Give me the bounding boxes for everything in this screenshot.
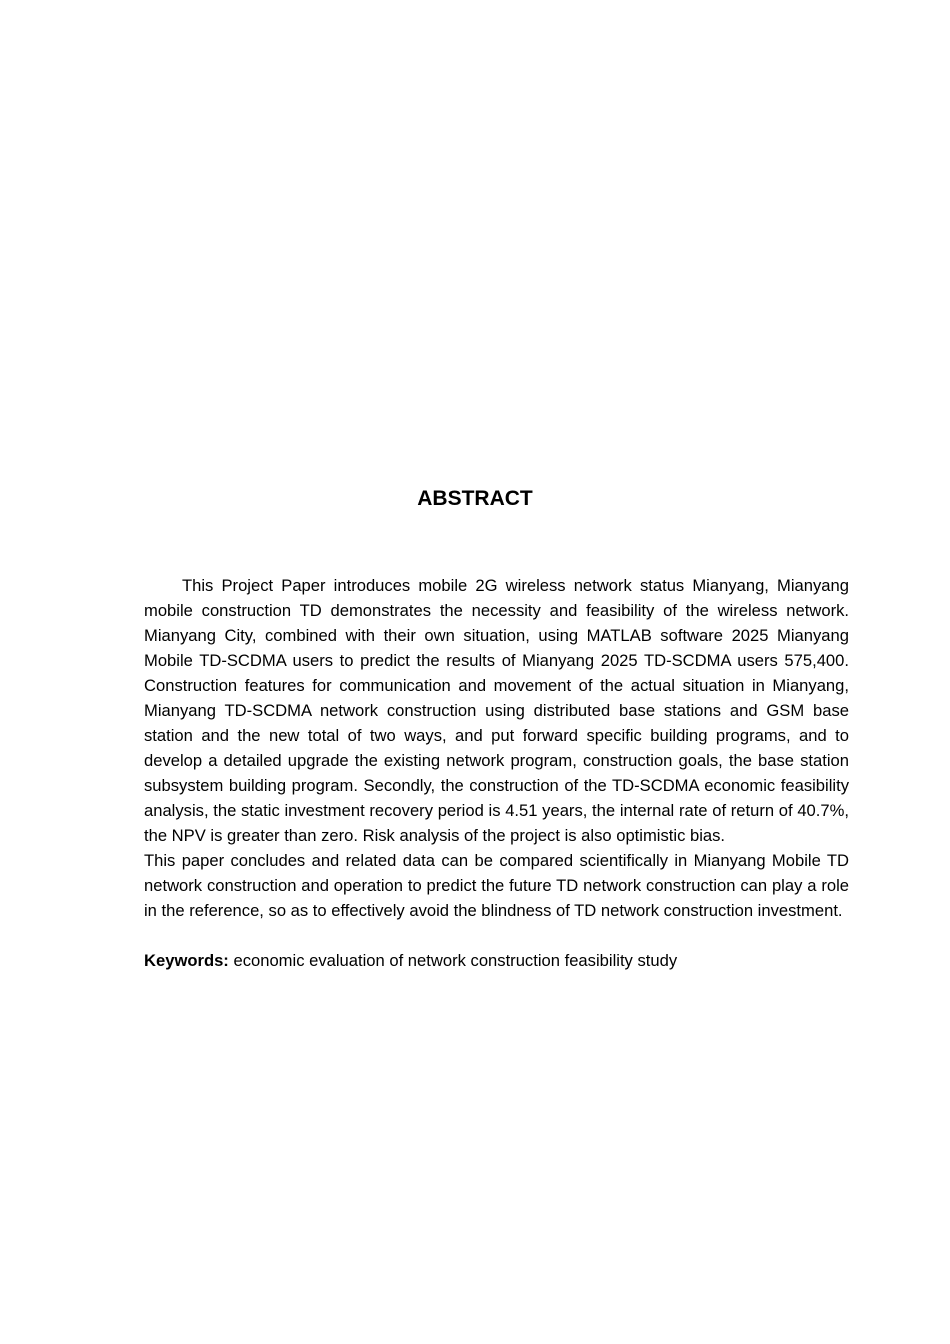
abstract-paragraph-2: This paper concludes and related data can be compared scientifically in Mianyang Mobile TD network construction and operation to predict the future TD network construction can play a role in the reference, so as to effectively avoid the blindness of TD network construction investment. [144,851,849,920]
keywords-label: Keywords: [144,951,229,970]
keywords-line [144,948,849,973]
abstract-body [144,573,849,973]
keywords-text: economic evaluation of network construction feasibility study [233,951,678,970]
abstract-title: ABSTRACT [417,487,533,510]
abstract-paragraph-1: This Project Paper introduces mobile 2G wireless network status Mianyang, Mianyang mobile construction TD demonstrates the necessity and feasibility of the wireless network. Mianyang City, combined with their own situation, using MATLAB software 2025 Mianyang Mobile TD-SCDMA users to predict the results of Mianyang 2025 TD-SCDMA users 575,400. Construction features for communication and movement of the actual situation in Mianyang, Mianyang TD-SCDMA network construction using distributed base stations and GSM base station and the new total of two ways, and put forward specific building programs, and to develop a detailed upgrade the existing network program, construction goals, the base station subsystem building program. Secondly, the construction of the TD-SCDMA economic feasibility analysis, the static investment recovery period is 4.51 years, the internal rate of return of 40.7%, the NPV is greater than zero. Risk analysis of the project is also optimistic bias. [144,576,849,845]
